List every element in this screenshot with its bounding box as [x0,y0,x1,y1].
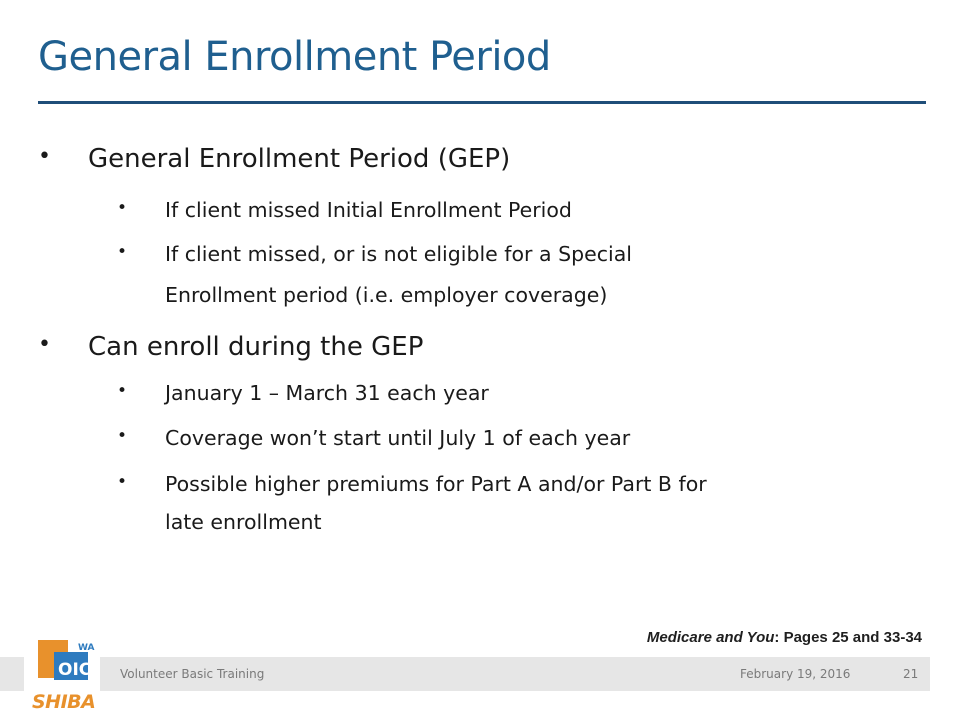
sub-bullet-item [117,471,707,498]
title-divider [38,101,926,104]
logo-wa-text: WA [78,643,95,653]
sub-bullet-item [117,425,631,452]
bullet-text: General Enrollment Period (GEP) [88,144,511,174]
oic-shiba-logo [28,636,100,714]
sub-bullet-item [117,380,489,407]
sub-bullet-item [117,197,572,224]
logo-shiba-text: SHIBA [32,691,96,713]
footer-page-number: 21 [903,667,919,681]
bullet-item [38,331,424,364]
footer-date: February 19, 2016 [740,667,851,681]
bullet-text: January 1 – March 31 each year [165,381,489,405]
slide-title: General Enrollment Period [38,34,551,80]
logo-oic-text: OIC [58,660,92,680]
bullet-text: Can enroll during the GEP [88,332,424,362]
bullet-item [38,143,511,176]
bullet-text: If client missed Initial Enrollment Period [165,198,572,222]
bullet-text: Possible higher premiums for Part A and/or Part B for [165,472,707,496]
sub-bullet-item [117,241,632,268]
footer-bar-left [0,657,24,691]
bullet-marker: • [117,198,128,218]
bullet-marker: • [38,144,51,169]
bullet-marker: • [117,381,128,401]
bullet-marker: • [38,332,51,357]
bullet-text: late enrollment [165,510,322,534]
reference-pages: : Pages 25 and 33-34 [774,629,922,646]
sub-bullet-continuation [165,509,322,536]
bullet-marker: • [117,426,128,446]
sub-bullet-continuation [165,282,607,309]
bullet-text: Coverage won’t start until July 1 of each year [165,426,631,450]
bullet-text: Enrollment period (i.e. employer coverage) [165,283,608,307]
bullet-marker: • [117,242,128,262]
footer-course: Volunteer Basic Training [120,667,265,681]
bullet-marker: • [117,472,128,492]
reference-title: Medicare and You [646,629,775,646]
bullet-text: If client missed, or is not eligible for a Special [165,242,632,266]
reference-citation [647,629,922,646]
